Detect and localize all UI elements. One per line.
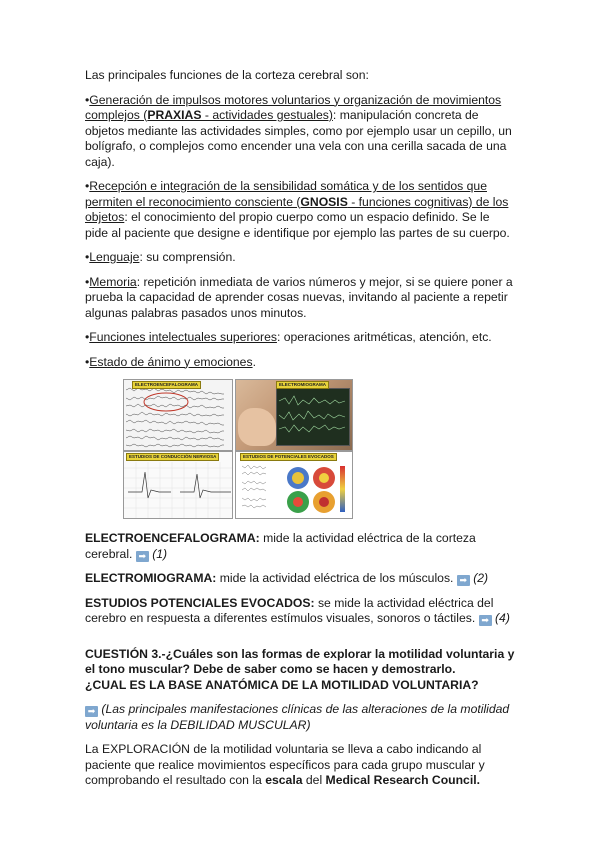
arrow-right-icon: ➡ — [85, 706, 98, 717]
emg-screen — [276, 388, 350, 446]
list-item-emociones: •Estado de ánimo y emociones. — [85, 354, 256, 369]
list-item-gnosis: •Recepción e integración de la sensibilidad somática y de los sentidos que permiten el reconocimiento consciente (GNOSIS - funciones cognitivas) de los objetos: el conocimiento del propio cuerpo como un espacio definido. Se le pide al paciente que designe e identifique por ejemplo las partes de su cuerpo. — [85, 179, 510, 240]
figure-label-eeg: ELECTROENCEFALOGRAMA — [132, 381, 201, 389]
list-item-funciones: •Funciones intelectuales superiores: operaciones aritméticas, atención, etc. — [85, 330, 492, 344]
evoked-potentials-graphics — [236, 452, 352, 518]
arrow-right-icon: ➡ — [457, 575, 470, 586]
evoked-potentials-panel — [235, 451, 353, 519]
arrow-right-icon: ➡ — [479, 615, 492, 626]
def-eeg: ELECTROENCEFALOGRAMA: mide la actividad eléctrica de la corteza cerebral. ➡ (1) — [85, 531, 476, 561]
arrow-right-icon: ➡ — [136, 551, 149, 562]
def-emg: ELECTROMIOGRAMA: mide la actividad eléctrica de los músculos. ➡ (2) — [85, 571, 489, 585]
list-item-lenguaje: •Lenguaje: su comprensión. — [85, 250, 236, 264]
def-evoked: ESTUDIOS POTENCIALES EVOCADOS: se mide la actividad eléctrica del cerebro en respuesta a diferentes estímulos visuales, sonoros o táctiles. ➡ (4) — [85, 595, 510, 625]
neuro-tests-figure — [123, 379, 351, 517]
emg-panel — [235, 379, 353, 451]
list-item-praxias: •Generación de impulsos motores voluntarios y organización de movimientos complejos (PRAXIAS - actividades gestuales): manipulación concreta de objetos mediante las actividades simples, como por ejemplo usar un cepillo, un bolígrafo, o complejos como encender una vela con una cerilla sacada de una caja). — [85, 92, 512, 169]
figure-label-evoked: ESTUDIOS DE POTENCIALES EVOCADOS — [240, 453, 337, 461]
final-paragraph: La EXPLORACIÓN de la motilidad voluntaria se lleva a cabo indicando al paciente que realice movimientos específicos para cada grupo muscular y comprobando el resultado con la escala del Medical Research Council. — [85, 742, 485, 787]
nerve-conduction-traces — [124, 452, 232, 518]
intro-text: Las principales funciones de la corteza cerebral son: — [85, 68, 369, 82]
list-item-memoria: •Memoria: repetición inmediata de varios números y mejor, si se quiere poner a prueba la capacidad de aprender cosas nuevas, invitando al paciente a repetir algunas palabras pasados unos minutos. — [85, 274, 513, 320]
figure-label-emg: ELECTROMIOGRAMA — [276, 381, 329, 389]
eeg-panel — [123, 379, 233, 451]
note-paragraph: ➡ (Las principales manifestaciones clínicas de las alteraciones de la motilidad voluntaria es la DEBILIDAD MUSCULAR) — [85, 702, 510, 732]
question-heading: CUESTIÓN 3.-¿Cuáles son las formas de explorar la motilidad voluntaria y el tono muscular? Debe de saber como se hacen y demostrarlo. ¿CUAL ES LA BASE ANATÓMICA DE LA MOTILIDAD VOLUNTARIA? — [85, 646, 515, 692]
document-page — [85, 68, 515, 798]
nerve-conduction-panel — [123, 451, 233, 519]
hand-photo — [238, 408, 276, 446]
emg-traces — [277, 389, 349, 445]
figure-label-nerve: ESTUDIOS DE CONDUCCIÓN NERVIOSA — [126, 453, 219, 461]
eeg-traces — [124, 380, 232, 450]
